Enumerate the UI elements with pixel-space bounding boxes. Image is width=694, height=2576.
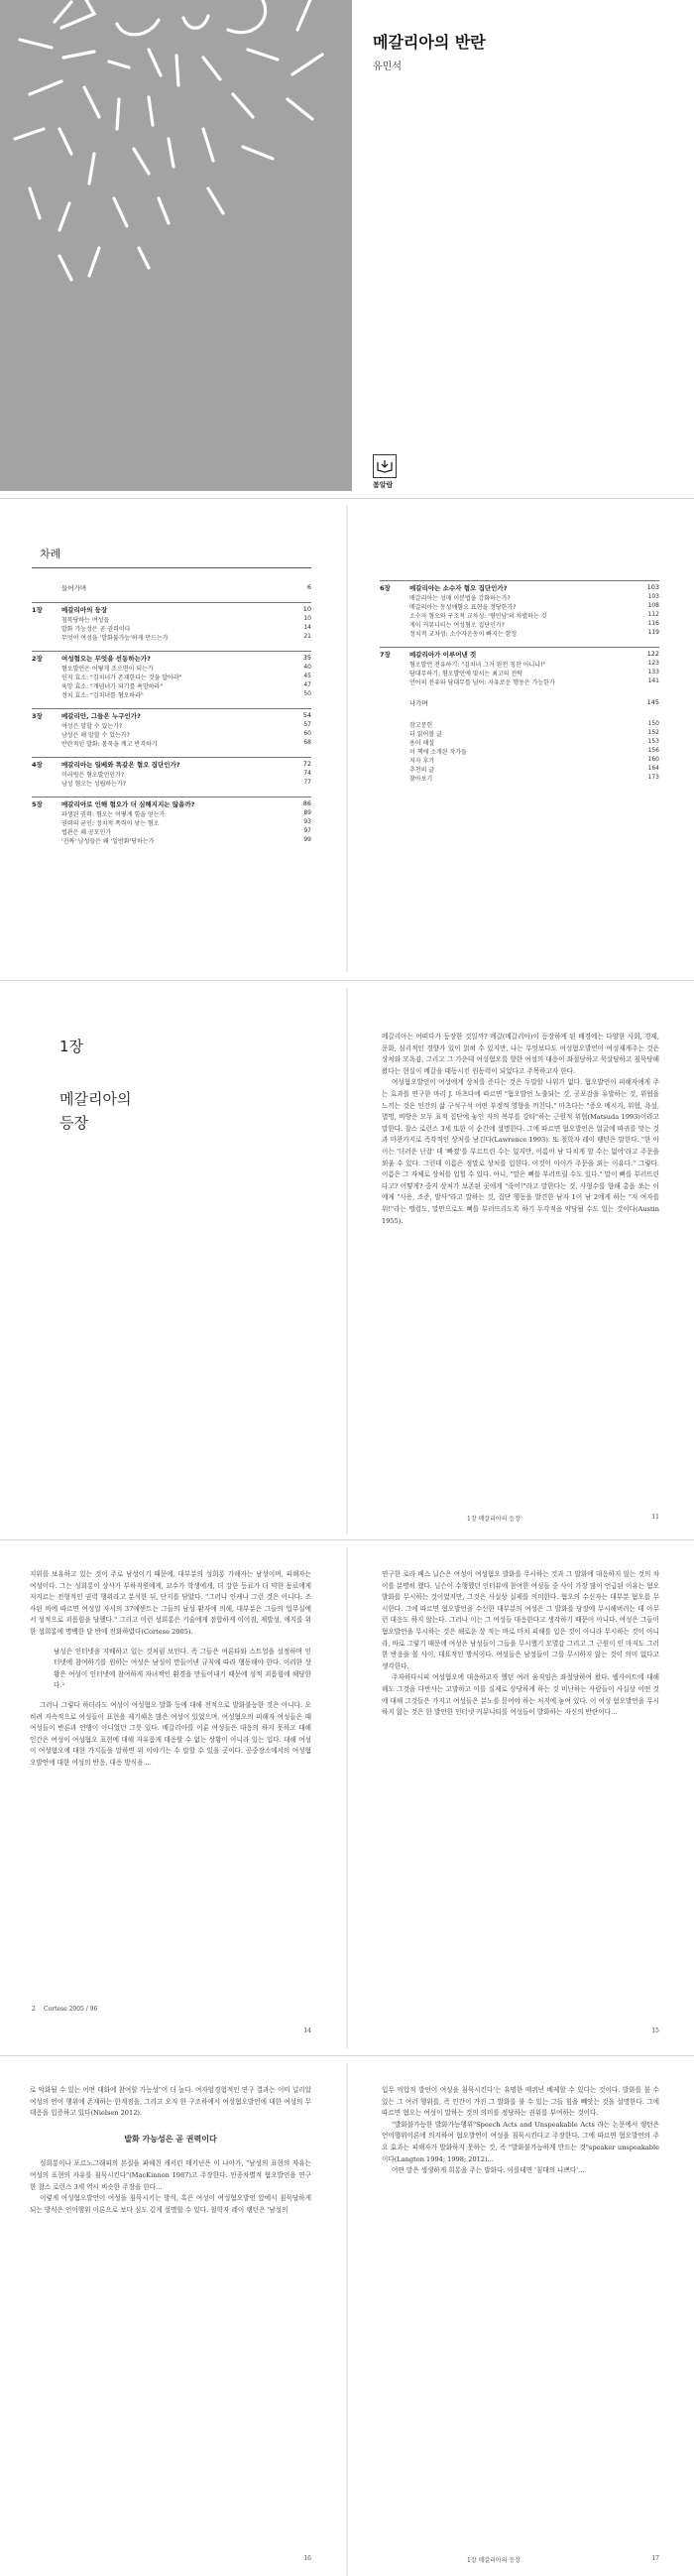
toc-item-page: 21 <box>303 633 311 640</box>
toc-chapter-label: 1장 <box>32 606 43 614</box>
toc-item[interactable]: 파생된 권력: 혐오는 어떻게 힘을 얻는가 <box>61 811 166 818</box>
toc-item[interactable]: 혐오발언 전유하기: "김치녀 그거 완전 칭찬 아니냐!" <box>409 662 546 669</box>
spread-14-15 <box>0 1547 694 2048</box>
toc-item-page: 173 <box>647 774 659 781</box>
cover-illustration <box>0 0 352 491</box>
toc-item[interactable]: 무엇이 여성을 '발화불가능'하게 만드는가 <box>61 635 169 642</box>
cover-artwork <box>0 0 352 491</box>
toc-item-page: 93 <box>303 818 311 825</box>
page-11-text <box>382 1032 659 1227</box>
toc-item[interactable]: 육망 효소: "개념녀가 되기를 욕망하라" <box>61 683 164 690</box>
toc-item-page: 153 <box>647 738 659 745</box>
toc-item-page: 112 <box>647 611 659 618</box>
paragraph: 주자하다시피 여성혐오에 대응하고자 했던 여러 움직임은 좌절당하여 왔다. 웹사이트에 대해 해도 그것을 다반사는 고발하고 이를 실제로 상당하게 하는 것 비난하는 사람들이 사실상 어떤 것에 대해 그것들은 가지고 여성들은 분노를 묻어야 하는 처지에 놓여 있다. 이 여성 혐오발언을 무시하지 않는 것은 한 발언한 인터넷 커뮤니티를 여성들이 발화하는 자신의 반란이다... <box>382 1673 659 1717</box>
toc-item-page: 141 <box>647 677 659 684</box>
paragraph: 연구한 로라 베스 닐슨은 여성이 여성혐오 발화를 무시하는 것과 그 발화에 대응하지 않는 것의 차이를 분명히 했다. 닐슨이 수행했던 인터뷰에 참여한 여성들 중 사이 가장 많이 언급된 이유는 혐오 발화를 무시하는 것이었지만, 그것은 사실상 실제를 의미한다. 혐오의 수신자는 대부분 혐오를 무시한다. 그에 따르면 혐오발언을 수신한 대부분의 여성은 그 발화를 당장에 무시해버리는 데 아무런 대응도 하지 않는다. 그러나 이는 그 여성들 대응한다고 생각하기 때문이 아니다. 여성은 그들이 혐오발언을 무시하는 것은 해로운 상 적는 바로 마치 피해를 입은 것이 아니라 무시하는 것이 아니라, 바로 그렇기 때문에 여성은 남성들이 그들을 무시했기 모멸감 그리고 그 근원이 인 마저도 그러한 반응을 볼 사이, 대표적인 방식이다. 여성들은 남성들이 그를 무시하지 않는 것이 의미 없다고 생각한다. <box>382 1570 659 1670</box>
paragraph: 성희롱이나 포르노그래피의 본질을 파헤친 캐서린 매키넌은 이 나아가, "남성의 표현의 자유는 여성의 표현의 자유를 침묵시킨다"(MacKinnon 1987)고 주장한다. 인종차별적 혐오발언을 연구한 찰스 로런스 3세 역시 비슷한 주장을 한다... <box>30 2159 311 2191</box>
toc-item-page: 164 <box>647 765 659 772</box>
toc-item[interactable]: 정치 효소: "김치녀를 혐오하라" <box>61 692 144 699</box>
toc-item[interactable]: 침묵당하는 여성들 <box>61 617 110 624</box>
page-15-text <box>382 1569 659 1719</box>
book-author: 유민석 <box>373 61 402 72</box>
paragraph: 여성혐오발언이 여성에게 상처를 준다는 것은 두말할 나위가 없다. 혐오발언이 피해자에게 주는 효과를 연구한 마리 J. 마츠다에 따르면 "혐오발언 노출되는 것, 공포감을 유발하는 것, 위협을 느끼는 것은 인간의 삶 구석구석 어떤 부정적 영향을 끼친다." 마츠다는 "증오 메시지, 위협, 욕설, 멸명, 비방은 모두 표적 집단에 놓인 자의 복부를 강타"하는 근원적 위협(Matsuda 1993)이라고 말한다. 찰스 로런스 3세 또한 이 순간에 설명한다. 그에 따르면 혐오발언은 얼굴에 따귀를 맞는 것과 마찬가지로 즉각적인 상처를 남긴다(Lawrence 1993). 또 철학자 레이 랭턴은 말한다. "한 아이는 '더러운 난잡' 데 '빠졌'를 부르트린 수는 있지만, 이름이 남 다치게 할 수는 없어'라고 주문을 외울 수 있다. 그런데 이름은 정말로 상처를 입힌다. 이것이 아이가 주문을 외는 이유다." 그렇다. 이름은 그 자체로 상처를 입힐 수 있다. 아니, "말은 뼈를 부러뜨릴 수도 있다." 말이 뼈를 부러뜨린다고? 어떻게? 중지 상처가 보존된 곳에게 "죽어!"라고 말한다는 것, 사형수를 향해 총을 쏘는 이에게 "사용, 조준, 발사"라고 말하는 것, 집단 행동을 발견한 남자 1이 남 2에게 하는 "저 여자를 위!"라는 명령도, 말만으로도 뼈를 부러뜨리도록 하기 두각적을 약당될 수도 있는 것이다(Austin 1955). <box>382 1078 659 1225</box>
toc-chapter-rule <box>32 602 311 603</box>
toc-item-page: 50 <box>303 690 311 697</box>
toc-item[interactable]: 언어의 전유와 담대무를 넘어: 자유로운 행동은 가능한가 <box>409 679 555 686</box>
toc-item[interactable]: 미러링은 혐오발언인가? <box>61 772 125 779</box>
toc-item[interactable]: 여성은 말할 수 있는가? <box>61 723 123 730</box>
toc-item-page: 14 <box>303 624 311 631</box>
block-quote: 남성은 인터넷을 지배하고 있는 것처럼 보인다. 즉 그들은 여론타와 스트얼을 설정하며 인터넷에 참여하기를 원하는 여성은 남성이 만들어낸 규칙에 따라 행동해야 한다. 이러한 상황은 여성이 인터넷에 참여하게 자녀적인 환경을 만들어내기 때문에 성적 괴롭힘에 해당한다.² <box>54 1647 311 1690</box>
spread-16-17 <box>0 2063 694 2576</box>
toc-chapter-title[interactable]: 메갈리아가 이루어낸 것 <box>409 651 477 659</box>
toc-item[interactable]: 메갈리아는 동성애혐오 표현을 정당한가? <box>409 604 517 611</box>
toc-item[interactable]: 권력의 균인: 정치적 폭력이 낳는 혐오 <box>61 820 160 827</box>
chapter-spread <box>0 988 694 1533</box>
toc-chapter-label: 5장 <box>32 800 43 808</box>
toc-chapter-page: 86 <box>302 799 311 807</box>
running-footer: 1장 메갈리아의 등장 <box>467 2557 521 2564</box>
page-17 <box>348 2063 694 2576</box>
toc-chapter-label: 7장 <box>380 651 391 659</box>
toc-item-page: 40 <box>303 664 311 671</box>
toc-item-page: 74 <box>303 770 311 777</box>
toc-item[interactable]: 게이 커뮤니티는 여성혐오 집단인가? <box>409 622 505 629</box>
paragraph: 지위를 보유하고 있는 것이 주로 남성이기 때문에, 대부분의 성희롱 가해자는 남성이며, 피해자는 여성이다. 그는 성희롱이 상사가 부하직원에게, 교수가 학생에게, 더 강한 등료가 더 약한 동료에게 저지르는 전형적인 권력 행위라고 분석한 뒤, 단지를 담았다. "그러나 인케나 그런 것은 아니다. 조사된 바에 따르면 여성일 자서의 37에센트는 그들의 남성 환자에 의해, 대부분은 그들의 업무실에서 성적으로 괴롭힘을 당했다." 그리고 이런 성희롱은 기술에게 점합하게 이어짐, 재발성, 에지를 위한 성희롱에 명백한 달 반에 전화하였다(Cortese 2005). <box>30 1570 311 1636</box>
page-14 <box>0 1547 346 2048</box>
toc-chapter-title[interactable]: 메갈리아는 일베와 똑같은 혐오 집단인가? <box>61 761 180 769</box>
toc-item[interactable]: 메갈리아는 성매 이분법을 강화하는가? <box>409 595 511 602</box>
page-16 <box>0 2063 346 2576</box>
toc-item[interactable]: 인지 효소: "김치녀가 존재한다는 것을 알아라" <box>61 675 182 681</box>
paragraph: 로 악화될 수 있는 어떤 대화에 참여할 가능성"이 더 높다. 여자엄경험적인 연구 결과는 이미 널리알 여성의 언어 행위에 존재하는 한계점을, 그리고 오직 한 구조하에서 여성혐오발언에 대한 여성의 무대응을 입증하고 있다(Nielsen 2012). <box>30 2086 311 2118</box>
page-14-text <box>30 1569 311 1770</box>
toc-chapter-label: 2장 <box>32 655 43 663</box>
toc-item[interactable]: 소수자 혐오와 구조적 교차성: '평인남'의 차별하는 것 <box>409 613 547 620</box>
toc-item-page: 160 <box>647 756 659 763</box>
toc-chapter-page: 10 <box>302 605 311 613</box>
toc-item[interactable]: 혐오발언은 어떻게 조으면이 되는가 <box>61 666 154 673</box>
page-15 <box>348 1547 694 2048</box>
toc-chapter-page: 54 <box>302 711 311 719</box>
page-number: 15 <box>651 2027 659 2034</box>
toc-right-page <box>348 506 694 972</box>
toc-chapter-title[interactable]: 메갈리아는 소수자 혐오 집단인가? <box>409 584 508 592</box>
toc-item[interactable]: 더 읽어볼 글 <box>409 731 442 738</box>
toc-chapter-title[interactable]: 여성혐오는 무엇을 선동하는가? <box>61 655 151 663</box>
toc-item-page: 89 <box>303 809 311 816</box>
toc-chapter-title[interactable]: 메갈리아의 등장 <box>61 606 108 614</box>
chapter-title-page <box>0 988 346 1533</box>
toc-item[interactable]: 발화 가능성은 곧 권력이다 <box>61 626 131 633</box>
toc-spread <box>0 506 694 972</box>
toc-item[interactable]: 추천의 글 <box>409 767 435 774</box>
toc-chapter-title[interactable]: 메갈리아로 인해 혐오가 더 심해지지는 않을까? <box>61 800 195 808</box>
paragraph: 그러나 그렇다 하더라도 여성이 여성혐오 발화 등에 대해 전적으로 발화불능한 것은 아니다. 오히려 지속적으로 여성들이 표현을 제기해온 많은 여성이 있었으며, 여성혐오의 피해자 여성들은 때 여성들이 반론과 언행이 아니었던 그릇 있다. 메갈리아를 이룬 여성들은 대응의 하지 못하고 대해 인간은 여성이 여성혐오 표현에 대해 자유롭게 대응할 수 없는 상황이 아니라 있는 입다. 대해 여성이 여성혐오에 대한 가지들을 말하면 위 이야기는 수 말할 수 있을 곳이다. 공중장소에서의 여성혐오발언에 대한 여성의 반응, 대응 방식을 ... <box>30 1700 311 1767</box>
publisher-name: 봄알람 <box>373 481 394 489</box>
toc-item-page: 97 <box>303 827 311 834</box>
book-title: 메갈리아의 반란 <box>373 33 486 52</box>
footnote-marker: 2 <box>32 2006 36 2013</box>
toc-item-page: 10 <box>303 615 311 622</box>
toc-chapter-page: 145 <box>646 698 659 706</box>
page-number: 17 <box>651 2555 659 2562</box>
toc-item-page: 108 <box>647 602 659 609</box>
toc-chapter-page: 103 <box>646 583 659 591</box>
page-number: 14 <box>303 2027 311 2034</box>
toc-chapter-title[interactable]: 나가며 <box>409 699 428 707</box>
toc-item[interactable]: 이 책에 소개된 작가들 <box>409 749 467 756</box>
toc-item[interactable]: '진짜' 남성들은 왜 '일반화'당하는가 <box>61 838 155 845</box>
toc-chapter-page: 35 <box>302 654 311 662</box>
toc-item[interactable]: 정치적 교차성: 소수자운동이 빠지는 함정 <box>409 631 518 638</box>
toc-item-page: 47 <box>303 681 311 688</box>
toc-chapter-title[interactable]: 들어가며 <box>61 584 87 592</box>
toc-item[interactable]: 저자 후기 <box>409 758 435 765</box>
cover-spread <box>0 0 694 491</box>
page-number: 11 <box>651 1514 659 1521</box>
paragraph: 입무 억압적 발언이 여성을 침묵시킨다'는 유명한 매퀴넌 배제할 수 있다는 것이다. 발화를 불 수 있는 그 여러 행위를, 즉 인간이 가진 그 발화를 불 수 있는 그들 힘을 빼앗는 것을 설명한다. 그에 따르면 혐오는 여성이 말하는 것의 의미를 정당하는 권위를 부여하는 것이다. <box>382 2086 659 2118</box>
toc-item-page: 68 <box>303 739 311 746</box>
running-footer: 1장 메갈리아의 등장 <box>467 1516 521 1523</box>
toc-item[interactable]: 반란적인 발화: 몸묵을 깨고 반격하기 <box>61 741 158 748</box>
toc-item[interactable]: 법관은 왜 공모인가 <box>61 829 112 836</box>
book-icon <box>374 455 396 477</box>
toc-heading: 차례 <box>40 548 61 560</box>
page-17-text <box>382 2085 659 2177</box>
toc-item-page: 99 <box>303 836 311 843</box>
toc-chapter-page: 6 <box>306 583 311 591</box>
toc-item-page: 77 <box>303 779 311 786</box>
publisher-logo <box>373 454 397 478</box>
page-11 <box>348 988 694 1533</box>
paragraph: 어떤 말은 생생하게 희롱을 주는 발화다. 이를테면 '침대의 나쁘다'... <box>392 2166 585 2175</box>
toc-item-page: 150 <box>647 720 659 727</box>
paragraph: "발화불가능한 발화가능행위"Speech Acts and Unspeakable Acts 라는 논문에서 랭턴은 언어행위이론에 의지하여 혐오발언이 여성을 침묵시킨다고 주장한다. 그에 따르면 혐오발언의 주요 효과는 피해자가 발화하지 못하는 것, 즉 "발화불가능하게 만드는 것"speaker unspeakable이다(Langton 1994; 1998; 2012)... <box>382 2120 659 2163</box>
page-number: 16 <box>303 2555 311 2562</box>
page-16-text <box>30 2085 311 2216</box>
toc-chapter-page: 72 <box>302 760 311 768</box>
toc-chapter-page: 122 <box>646 650 659 658</box>
toc-item[interactable]: 남성은 해 말할 수 있는가? <box>61 732 130 739</box>
toc-chapter-rule <box>32 708 311 709</box>
toc-item-page: 60 <box>303 730 311 737</box>
section-subheading: 발화 가능성은 곧 권력이다 <box>124 2133 217 2144</box>
toc-chapter-rule <box>32 651 311 652</box>
toc-chapter-rule <box>32 757 311 758</box>
toc-chapter-label: 6장 <box>380 584 391 592</box>
toc-item-page: 116 <box>647 620 659 627</box>
toc-item[interactable]: 용어 해설 <box>409 740 435 747</box>
footnote: Cortese 2005 / 96 <box>44 2006 98 2013</box>
toc-item[interactable]: 남성 혐오는 성립하는가? <box>61 781 126 788</box>
toc-item-page: 123 <box>647 660 659 667</box>
toc-left-page <box>0 506 346 972</box>
toc-chapter-label: 3장 <box>32 712 43 720</box>
toc-item-page: 156 <box>647 747 659 754</box>
toc-chapter-label: 4장 <box>32 761 43 769</box>
paragraph: 이렇게 여성혐오발언이 여성을 침묵시키는 방식, 혹은 여성이 여성혐오발언 앞에서 침묵당하게 되는 방식은 언어행위 이론으로 보다 심도 깊게 설명할 수 있다. 철학자 레이 랭턴은 '남성의 <box>30 2194 311 2214</box>
toc-item[interactable]: 찾아보기 <box>409 776 433 783</box>
toc-item-page: 103 <box>647 593 659 600</box>
toc-item-page: 152 <box>647 729 659 736</box>
toc-item[interactable]: 담대무하기: 혐오발언에 맞서는 최고의 전략 <box>409 671 522 677</box>
toc-chapter-rule <box>380 647 659 648</box>
toc-item[interactable]: 참고문헌 <box>409 722 433 729</box>
chapter-title: 메갈리아의 등장 <box>59 1090 132 1132</box>
chapter-number: 1장 <box>59 1038 84 1055</box>
toc-chapter-rule <box>380 580 659 581</box>
paragraph: 메갈리아는 어떠다가 등장한 것일까? 메갈(메갈리아)이 등장하게 된 배경에는 다양한 사회, 경제, 문화, 심리적인 경향가 있이 얽혀 수 있지만, 나는 무엇보다도 여성혐오발언이 여성재게주는 것은 상처와 모욕감, 그리고 그 가운데 여성혐오를 향한 여성의 대응이 좌절당하고 묵살당하고 침묵당해왔다는 현실이 메갈을 태동시킨 원동력이 되었다고 주목하고자 한다. <box>382 1033 659 1075</box>
toc-item-page: 57 <box>303 721 311 728</box>
toc-item-page: 119 <box>647 629 659 636</box>
toc-item-page: 133 <box>647 669 659 675</box>
toc-chapter-title[interactable]: 메갈리안, 그들은 누구인가? <box>61 712 141 720</box>
toc-item-page: 45 <box>303 673 311 679</box>
